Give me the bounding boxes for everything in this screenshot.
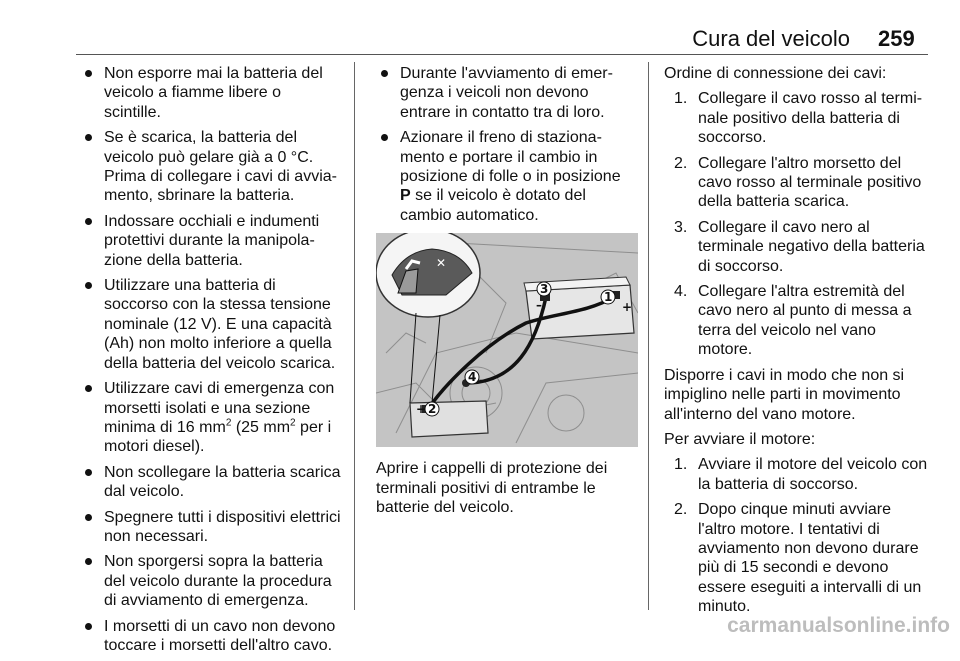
step-text: Avviare il motore del veicolo con la batteria di soccorso. — [698, 456, 928, 493]
step-number: 2. — [674, 154, 688, 172]
list-item — [376, 128, 632, 225]
column-2 — [376, 64, 632, 523]
connection-steps — [664, 89, 930, 359]
watermark: carmanualsonline.info — [727, 614, 950, 637]
plus-sign-1: + — [622, 300, 633, 315]
page-number: 259 — [878, 26, 915, 51]
list-item — [674, 455, 930, 494]
list-item-text: Azionare il freno di stazionamento e portare il cambio in posizione di folle o in posizione — [400, 129, 621, 186]
callout-2: 2 — [428, 402, 437, 417]
svg-text:✕: ✕ — [436, 256, 447, 271]
list-item — [674, 218, 930, 276]
step-number: 1. — [674, 90, 688, 108]
column-3 — [664, 64, 930, 623]
list-item — [674, 282, 930, 360]
callout-4: 4 — [468, 370, 477, 385]
step-number: 3. — [674, 218, 688, 236]
list-item: Non scollegare la batteria scarica dal veicolo. — [80, 463, 342, 502]
list-item: I morsetti di un cavo non devono toccare i morsetti dell'altro cavo. — [80, 617, 342, 656]
cable-routing-note: Disporre i cavi in modo che non si impiglino nelle parti in movimento all'interno del vano motore. — [664, 366, 905, 423]
list-item-text: se il veicolo è dotato del cambio automatico. — [400, 187, 586, 224]
list-item: Spegnere tutti i dispositivi elettrici non necessari. — [80, 508, 342, 547]
step-text: Collegare il cavo nero al terminale negativo della batteria di soccorso. — [698, 218, 925, 275]
connection-intro: Ordine di connessione dei cavi: — [664, 65, 887, 82]
step-text: Collegare l'altra estremità del cavo nero al punto di messa a terra del veicolo nel vano motore. — [698, 283, 912, 359]
safety-list — [80, 64, 342, 655]
gear-position-p: P — [400, 187, 411, 205]
minus-sign-3: – — [536, 298, 542, 313]
section-title: Cura del veicolo — [692, 26, 850, 51]
list-item — [674, 500, 930, 616]
superscript: 2 — [290, 417, 296, 429]
step-text: Collegare il cavo rosso al terminale positivo della batteria di soccorso. — [698, 90, 923, 147]
list-item: Utilizzare una batteria di soccorso con la stessa tensione nominale (12 V). E una capacità (Ah) non molto inferiore a quella della batteria del veicolo scarica. — [80, 276, 342, 373]
list-item-text: (25 mm — [231, 418, 291, 436]
column-divider-1 — [354, 62, 355, 610]
step-number: 4. — [674, 283, 688, 301]
step-text: Dopo cinque minuti avviare l'altro motore. I tentativi di avviamento non devono durare più di 15 secondi e devono essere eseguiti a intervalli di un minuto. — [698, 501, 922, 616]
list-item-text: Utilizzare cavi di emergenza con morsetti isolati e una sezione minima di 16 mm — [104, 380, 335, 436]
callout-1: 1 — [604, 290, 613, 305]
start-steps — [664, 455, 930, 616]
list-item: Se è scarica, la batteria del veicolo può gelare già a 0 °C. Prima di collegare i cavi di avviamento, sbrinare la batteria. — [80, 128, 342, 206]
plus-sign-2: + — [416, 402, 427, 417]
callout-3: 3 — [540, 282, 549, 297]
list-item: Indossare occhiali e indumenti protettivi durante la manipolazione della batteria. — [80, 212, 342, 270]
list-item — [80, 379, 342, 457]
list-item: Non esporre mai la batteria del veicolo a fiamme libere o scintille. — [80, 64, 342, 122]
list-item — [674, 154, 930, 212]
list-item — [674, 89, 930, 147]
header-divider — [76, 54, 928, 55]
engine-bay-drawing — [376, 233, 638, 447]
step-text: Collegare l'altro morsetto del cavo rosso al terminale positivo della batteria scarica. — [698, 154, 922, 211]
column-divider-2 — [648, 62, 649, 610]
list-item: Durante l'avviamento di emergenza i veicoli non devono entrare in contatto tra di loro. — [376, 64, 632, 122]
superscript: 2 — [225, 417, 232, 429]
step-number: 1. — [674, 456, 688, 474]
list-item-text: per i motori diesel). — [104, 418, 332, 456]
figure-caption: Aprire i cappelli di protezione dei terminali positivi di entrambe le batterie del veicolo. — [376, 460, 608, 517]
column-1 — [80, 64, 342, 661]
step-number: 2. — [674, 501, 688, 519]
procedure-list — [376, 64, 632, 225]
list-item: Non sporgersi sopra la batteria del veicolo durante la procedura di avviamento di emergenza. — [80, 552, 342, 610]
start-intro: Per avviare il motore: — [664, 430, 816, 448]
jump-start-illustration — [376, 233, 638, 447]
